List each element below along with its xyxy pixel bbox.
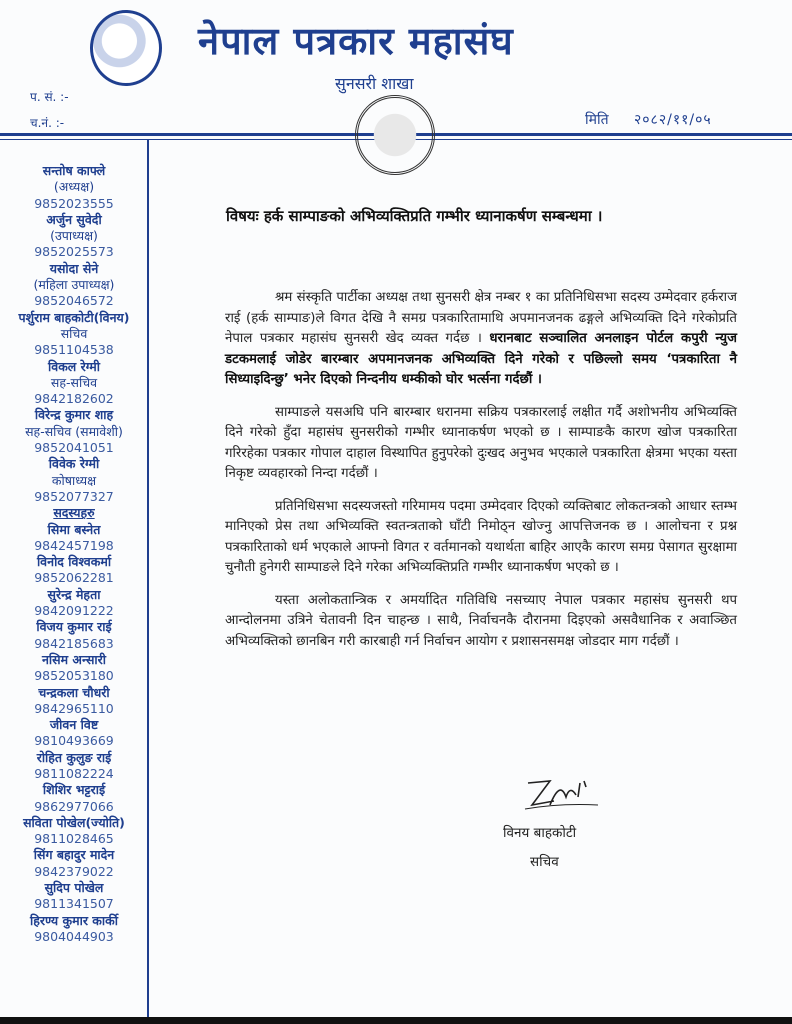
member-name: हिरण्य कुमार कार्की [30, 912, 118, 928]
org-title: नेपाल पत्रकार महासंघ [198, 19, 514, 63]
members-heading: सदस्यहरु [53, 505, 95, 521]
official-phone: 9852046572 [34, 293, 114, 309]
official-phone: 9852077327 [34, 488, 114, 504]
paragraph-3: प्रतिनिधिसभा सदस्यजस्तो गरिमामय पदमा उम्मेदवार दिएको व्यक्तिबाट लोकतन्त्रको आधार स्तम्भ मानिएको प्रेस तथा अभिव्यक्ति स्वतन्त्रताको घाँटी निमोठ्न खोज्नु आपत्तिजनक छ । आलोचना र प्रश्न पत्रकारिताको धर्म भएकाले आफ्नो विगत र वर्तमानको यथार्थता बाहिर आएकै कारण समग्र पेसागत सुरक्षामा चुनौती हुनेगरी साम्पाङले दिने गरेका अभिव्यक्तिप्रति गम्भीर ध्यानाकर्षण भएको छ । [225, 498, 737, 575]
globe-dove-logo-icon [90, 10, 162, 86]
official-name: सन्तोष काफ्ले [42, 163, 106, 178]
member-phone: 9852053180 [34, 668, 114, 684]
member-name: शिशिर भट्टराई [42, 782, 106, 798]
member-name: विनोद विश्वकर्मा [36, 554, 112, 570]
member-phone: 9811082224 [34, 765, 114, 781]
member-name: सिमा बस्नेत [47, 521, 101, 537]
official-role: सह-सचिव [50, 374, 98, 390]
paragraph-4: यस्ता अलोकतान्त्रिक र अमर्यादित गतिविधि नसच्याए नेपाल पत्रकार महासंघ सुनसरी थप आन्दोलनमा उत्रिने चेतावनी दिन चाहन्छ । साथै, निर्वाचनकै दौरानमा दिइएको असवैधानिक र अवाञ्छित अभिव्यक्तिको छानबिन गरी कारबाही गर्न निर्वाचन आयोग र प्रशासनसमक्ष जोडदार माग गर्दछौं । [225, 592, 737, 649]
member-phone: 9811341507 [34, 896, 114, 912]
official-role: सह-सचिव (समावेशी) [25, 423, 123, 439]
dispatch-number-label: च.नं. :- [30, 116, 65, 130]
official-phone: 9842182602 [34, 391, 114, 407]
date-value: २०८२/११/०५ [634, 112, 712, 128]
official-role: सचिव [60, 325, 88, 341]
signer-name: विनय बाहकोटी [503, 825, 577, 841]
paragraph-1-bold-text: धरानबाट सञ्चालित अनलाइन पोर्टल कपुरी न्युज डटकमलाई जोडेर बारम्बार अपमानजनक अभिव्यक्ति दिने गरेको र पछिल्लो समय ‘पत्रकारिता नै सिध्याइदिन्छु’ भनेर दिएको निन्दनीय धम्कीको घोर भर्त्सना गर्दछौं । [225, 331, 737, 387]
committee-sidebar [0, 163, 148, 945]
official-role: कोषाध्यक्ष [51, 472, 97, 488]
member-name: नसिम अन्सारी [41, 651, 107, 667]
member-phone: 9842091222 [34, 603, 114, 619]
letter-body [225, 288, 737, 664]
member-name: चन्द्रकला चौधरी [38, 684, 110, 700]
member-name: रोहित कुलुङ राई [36, 749, 112, 765]
official-phone: 9852023555 [34, 195, 114, 211]
bottom-border [0, 1017, 792, 1024]
branch-name: सुनसरी शाखा [335, 74, 414, 93]
signature-icon [520, 775, 600, 815]
official-name: विवेक रेग्मी [48, 456, 100, 472]
signer-title: सचिव [530, 854, 559, 870]
official-name: विकल रेग्मी [48, 358, 100, 374]
official-role: (महिला उपाध्यक्ष) [33, 277, 115, 293]
member-name: सविता पोखेल(ज्योति) [23, 814, 125, 830]
official-name: पर्शुराम बाहकोटी(विनय) [18, 309, 130, 325]
member-name: सिंग बहादुर मादेन [33, 847, 115, 863]
member-name: सुदिप पोखेल [44, 880, 104, 896]
member-phone: 9804044903 [34, 928, 114, 944]
member-phone: 9842457198 [34, 537, 114, 553]
member-phone: 9811028465 [34, 831, 114, 847]
member-phone: 9842965110 [34, 700, 114, 716]
member-phone: 9842379022 [34, 863, 114, 879]
member-name: विजय कुमार राई [36, 619, 112, 635]
member-phone: 9810493669 [34, 733, 114, 749]
paragraph-1-text: श्रम संस्कृति पार्टीका अध्यक्ष तथा सुनसरी क्षेत्र नम्बर १ का प्रतिनिधिसभा सदस्य उम्मेदवार हर्कराज राई (हर्क साम्पाङ)ले विगत देखि नै समग्र पत्रकारितामाथि अपमानजनक ढङ्गले अभिव्यक्ति दिने गरेकोप्रति नेपाल पत्रकार महासंघ सुनसरी खेद व्यक्त गर्दछ । [225, 290, 737, 346]
official-role: (अध्यक्ष) [53, 179, 95, 195]
official-name: यसोदा सेने [49, 260, 99, 276]
letter-subject: विषयः हर्क साम्पाङको अभिव्यक्तिप्रति गम्भीर ध्यानाकर्षण सम्बन्धमा । [226, 207, 603, 225]
date-label: मिति [585, 112, 609, 128]
reference-number-label: प. सं. :- [30, 90, 69, 104]
member-phone: 9842185683 [34, 635, 114, 651]
official-phone: 9852041051 [34, 440, 114, 456]
member-phone: 9862977066 [34, 798, 114, 814]
official-role: (उपाध्यक्ष) [50, 228, 98, 244]
official-phone: 9851104538 [34, 342, 114, 358]
official-name: विरेन्द्र कुमार शाह [34, 407, 114, 423]
paragraph-2: साम्पाङले यसअघि पनि बारम्बार धरानमा सक्रिय पत्रकारलाई लक्षीत गर्दै अशोभनीय अभिव्यक्ति दिने गरेको हुँदा महासंघ सुनसरीको गम्भीर ध्यानाकर्षण भएको छ । साम्पाङकै कारण खोज पत्रकारिता गरिरहेका पत्रकार गोपाल दाहाल विस्थापित हुनुपरेको दुःखद अनुभव भएकाले पत्रकारिता क्षेत्रमा भएका यस्ता निकृष्ट व्यवहारको निन्दा गर्दछौं । [225, 404, 737, 481]
official-phone: 9852025573 [34, 244, 114, 260]
member-name: जीवन विष्ट [49, 717, 99, 733]
member-phone: 9852062281 [34, 570, 114, 586]
office-stamp-icon [355, 95, 435, 175]
member-name: सुरेन्द्र मेहता [47, 586, 101, 602]
paragraph-1 [225, 288, 737, 391]
official-name: अर्जुन सुवेदी [46, 211, 102, 227]
